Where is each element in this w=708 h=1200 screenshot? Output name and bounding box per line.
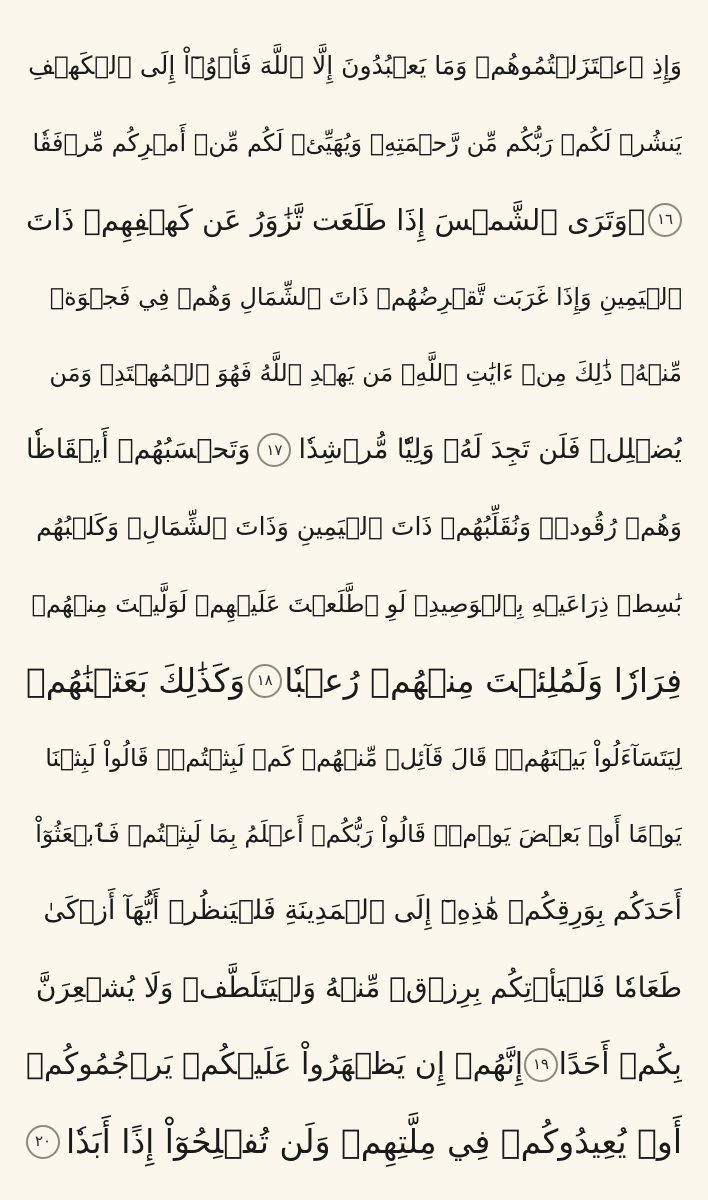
verse-text: أَوۡ يُعِيدُوكُمۡ فِي مِلَّتِهِمۡ وَلَن تُفۡلِحُوٓاْ إِذًا أَبَدٗا xyxy=(65,1121,682,1161)
verse-text: يَنشُرۡ لَكُمۡ رَبُّكُم مِّن رَّحۡمَتِهِۦ وَيُهَيِّئۡ لَكُم مِّنۡ أَمۡرِكُم مِّرۡفَقٗا xyxy=(32,128,682,157)
verse-text: وَتَحۡسَبُهُمۡ أَيۡقَاظٗا xyxy=(26,434,251,466)
text-line xyxy=(26,105,682,181)
text-line xyxy=(26,28,682,104)
verse-text: وَكَذَٰلِكَ بَعَثۡنَٰهُمۡ xyxy=(26,660,246,700)
verse-text: بِكُمۡ أَحَدًا xyxy=(558,1046,682,1082)
verse-text: ٱلۡيَمِينِ وَإِذَا غَرَبَت تَّقۡرِضُهُمۡ ذَاتَ ٱلشِّمَالِ وَهُمۡ فِي فَجۡوَةٖ xyxy=(49,282,682,311)
text-line xyxy=(26,720,682,796)
text-line xyxy=(26,412,682,488)
verse-text: وَإِذِ ٱعۡتَزَلۡتُمُوهُمۡ وَمَا يَعۡبُدُونَ إِلَّا ٱللَّهَ فَأۡوُۥٓاْ إِلَى ٱلۡكَهۡفِ xyxy=(28,51,682,80)
verse-text: إِنَّهُمۡ إِن يَظۡهَرُواْ عَلَيۡكُمۡ يَرۡجُمُوكُمۡ xyxy=(26,1046,524,1082)
verse-text: ۞وَتَرَى ٱلشَّمۡسَ إِذَا طَلَعَت تَّزَٰوَرُ عَن كَهۡفِهِمۡ ذَاتَ xyxy=(26,202,646,237)
text-line xyxy=(26,1104,682,1180)
text-line xyxy=(26,643,682,719)
text-line xyxy=(26,566,682,642)
verse-text: فِرَارٗا وَلَمُلِئۡتَ مِنۡهُمۡ رُعۡبٗا xyxy=(284,660,682,700)
ayah-number-marker: ١٧ xyxy=(257,433,291,467)
verse-text: يَوۡمًا أَوۡ بَعۡضَ يَوۡمٖۚ قَالُواْ رَبُّكُمۡ أَعۡلَمُ بِمَا لَبِثۡتُمۡ فَٱبۡعَثُوٓاْ xyxy=(35,820,682,849)
ayah-number-marker: ١٩ xyxy=(524,1048,558,1082)
verse-text: مِّنۡهُۚ ذَٰلِكَ مِنۡ ءَايَٰتِ ٱللَّهِۗ مَن يَهۡدِ ٱللَّهُ فَهُوَ ٱلۡمُهۡتَدِۖ وَمَن xyxy=(49,359,682,388)
verse-text: يُضۡلِلۡ فَلَن تَجِدَ لَهُۥ وَلِيّٗا مُّرۡشِدٗا xyxy=(298,434,682,466)
ayah-number-marker: ١٦ xyxy=(648,203,682,237)
text-line xyxy=(26,335,682,411)
verse-text: وَهُمۡ رُقُودٞۚ وَنُقَلِّبُهُمۡ ذَاتَ ٱلۡيَمِينِ وَذَاتَ ٱلشِّمَالِۖ وَكَلۡبُهُم xyxy=(36,512,682,542)
verse-text: طَعَامٗا فَلۡيَأۡتِكُم بِرِزۡقٖ مِّنۡهُ وَلۡيَتَلَطَّفۡ وَلَا يُشۡعِرَنَّ xyxy=(35,971,682,1005)
text-line xyxy=(26,259,682,335)
text-line xyxy=(26,1027,682,1103)
verse-text: أَحَدَكُم بِوَرِقِكُمۡ هَٰذِهِۦٓ إِلَى ٱلۡمَدِينَةِ فَلۡيَنظُرۡ أَيُّهَآ أَزۡكَىٰ xyxy=(43,895,682,927)
ayah-number-marker: ٢٠ xyxy=(26,1125,60,1159)
verse-text: بَٰسِطٞ ذِرَاعَيۡهِ بِٱلۡوَصِيدِۚ لَوِ ٱطَّلَعۡتَ عَلَيۡهِمۡ لَوَلَّيۡتَ مِنۡهُمۡ xyxy=(31,589,682,618)
text-line xyxy=(26,873,682,949)
text-line xyxy=(26,182,682,258)
verse-text: لِيَتَسَآءَلُواْ بَيۡنَهُمۡۚ قَالَ قَآئِلٞ مِّنۡهُمۡ كَمۡ لَبِثۡتُمۡۖ قَالُواْ لَبِثۡنَا xyxy=(45,743,682,772)
text-line xyxy=(26,950,682,1026)
text-line xyxy=(26,796,682,872)
text-line xyxy=(26,489,682,565)
quran-text-block xyxy=(26,28,682,1180)
ayah-number-marker: ١٨ xyxy=(248,664,282,698)
